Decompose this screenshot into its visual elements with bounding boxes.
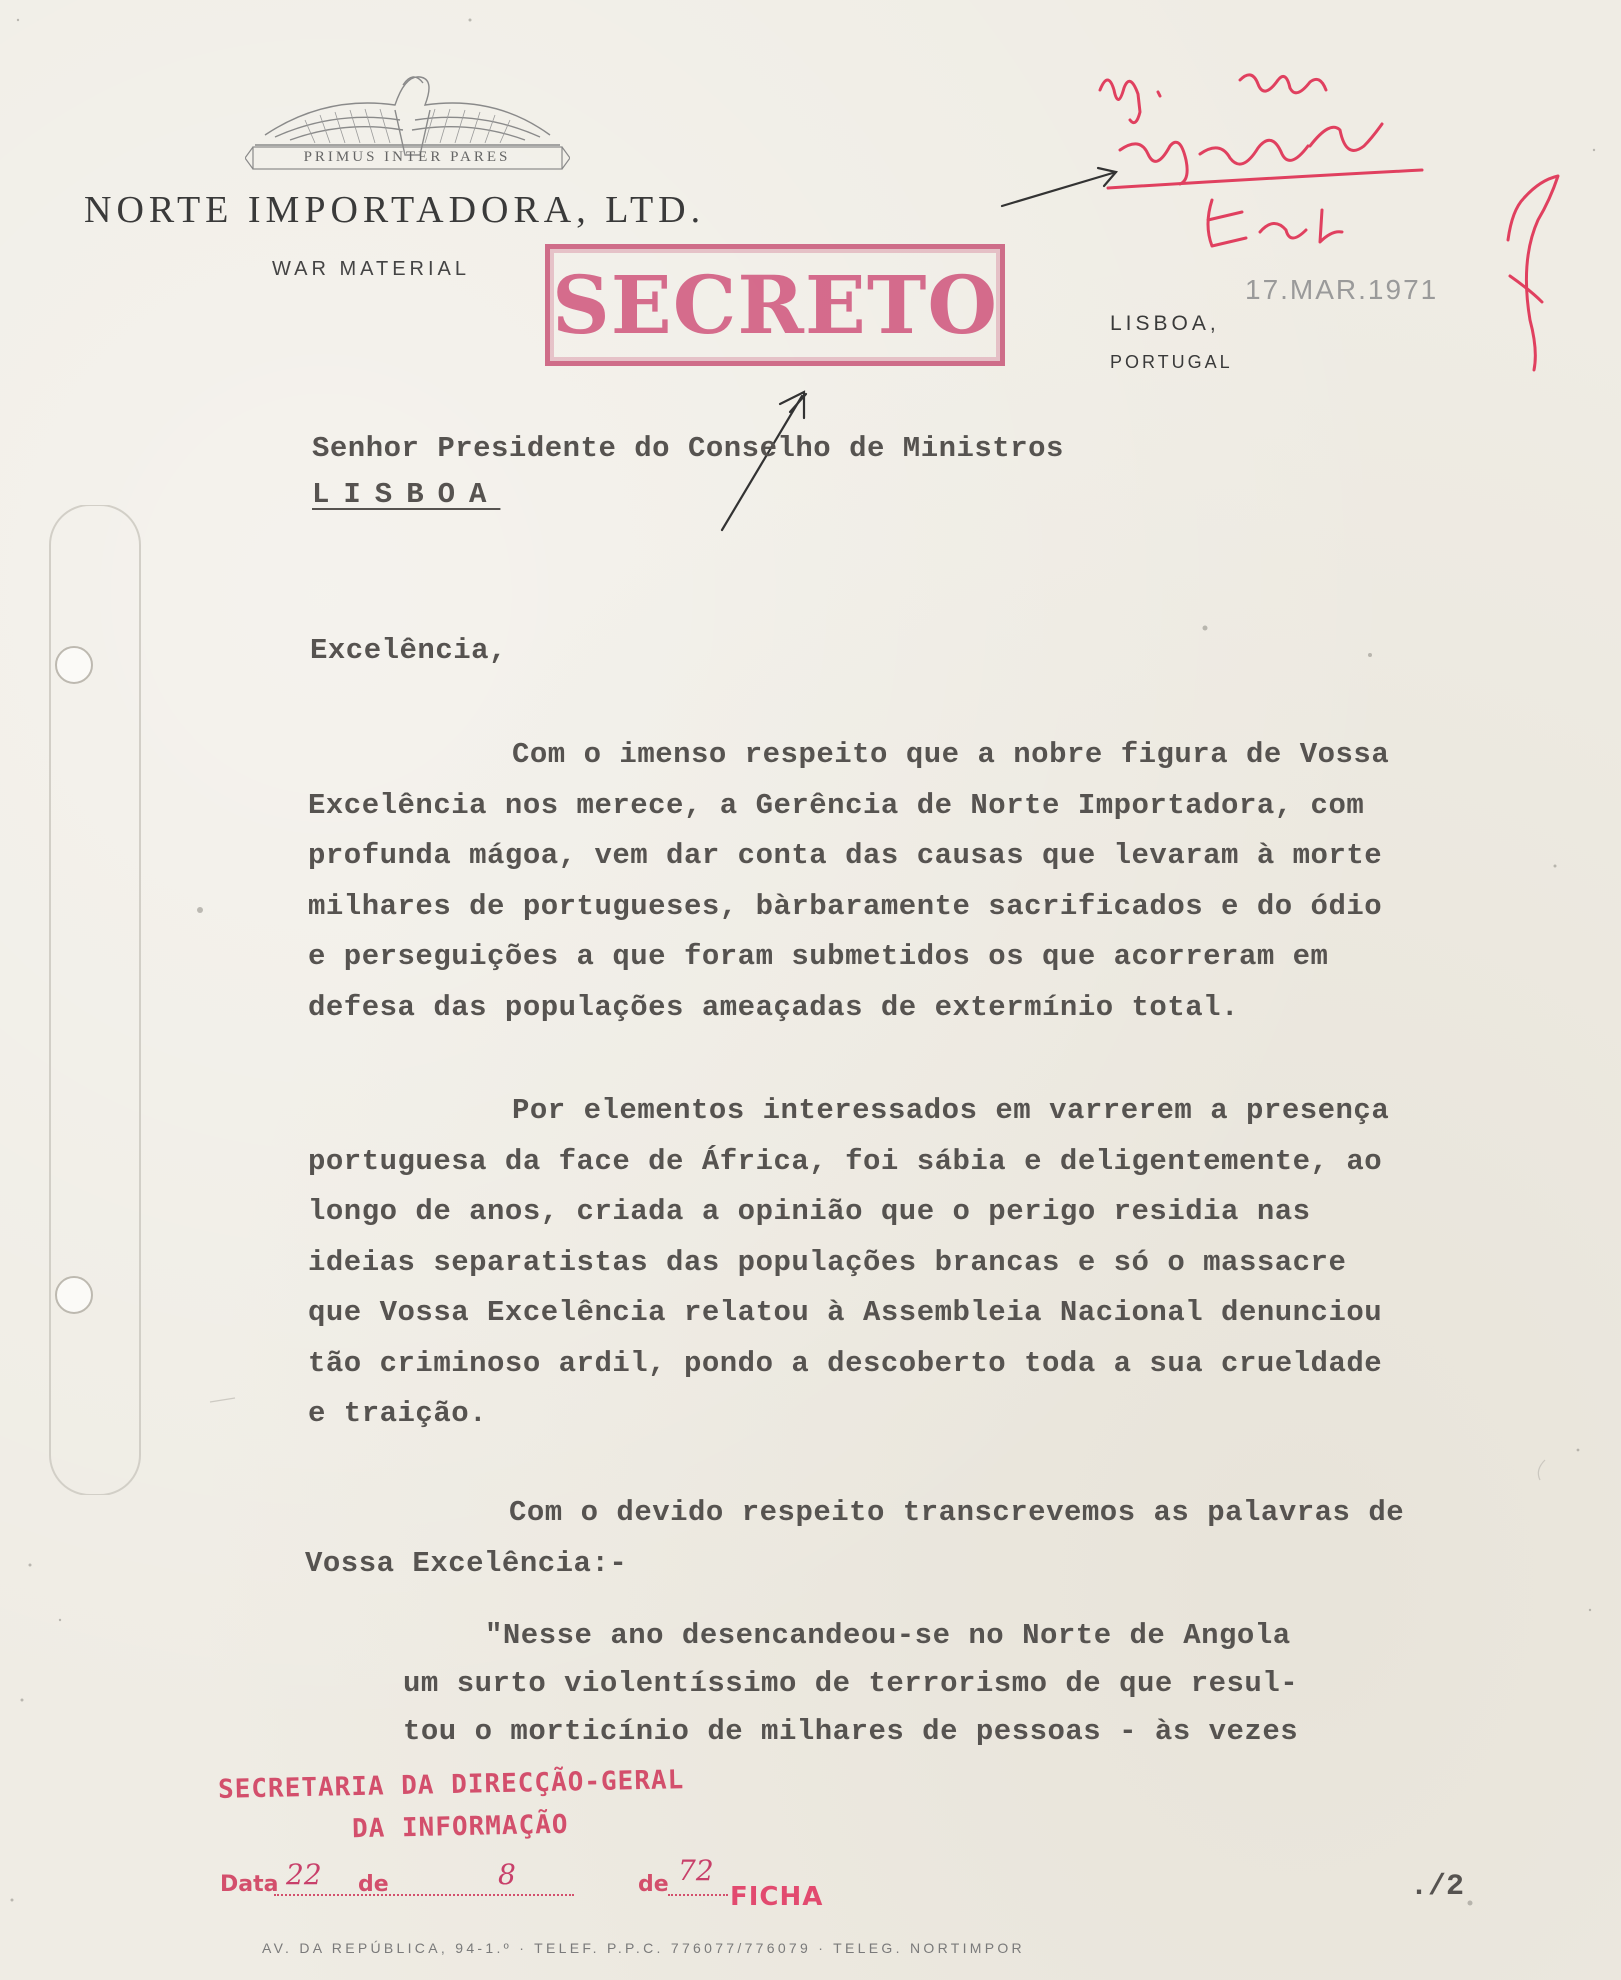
department-stamp-line2: DA INFORMAÇÃO <box>351 1809 569 1845</box>
addressee-city: LISBOA <box>312 478 501 511</box>
paragraph-line: Excelência nos merece, a Gerência de Norte Importadora, com <box>308 788 1365 822</box>
letterhead-country: PORTUGAL <box>1110 352 1233 372</box>
paragraph-line: portuguesa da face de África, foi sábia e deligentemente, ao <box>308 1144 1383 1178</box>
letterhead-city: LISBOA, <box>1110 312 1220 335</box>
binder-strip <box>42 505 152 1495</box>
secret-classification-stamp: SECRETO <box>545 244 1005 366</box>
ficha-stamp: FICHA <box>730 1882 824 1912</box>
quotation <box>403 1612 1298 1756</box>
paragraph-line: Por elementos interessados em varrerem a presença <box>512 1094 1390 1127</box>
paragraph-line: tão criminoso ardil, pondo a descoberto toda a sua crueldade <box>308 1346 1383 1380</box>
punch-hole-top <box>56 647 92 683</box>
company-subtitle: WAR MATERIAL <box>272 258 471 280</box>
letterhead-footer-address: AV. DA REPÚBLICA, 94-1.º · TELEF. P.P.C. 776077/776079 · TELEG. NORTIMPOR <box>262 1940 1025 1956</box>
paragraph-line: milhares de portugueses, bàrbaramente sacrificados e do ódio <box>308 889 1383 923</box>
paragraph-line: longo de anos, criada a opinião que o perigo residia nas <box>308 1195 1311 1228</box>
handwritten-annotation <box>990 50 1610 390</box>
paragraph-1 <box>308 730 1389 1033</box>
paragraph-line: defesa das populações ameaçadas de extermínio total. <box>308 990 1239 1024</box>
quotation-line: tou o morticínio de milhares de pessoas - às vezes <box>403 1715 1299 1748</box>
paragraph-line: ideias separatistas das populações brancas e só o massacre <box>308 1245 1347 1279</box>
paragraph-line: Vossa Excelência:- <box>305 1546 628 1580</box>
paragraph-line: e traição. <box>308 1397 488 1430</box>
addressee: Senhor Presidente do Conselho de Ministros <box>312 432 1064 465</box>
paragraph-line: Com o devido respeito transcrevemos as palavras de <box>509 1496 1405 1529</box>
paragraph-line: profunda mágoa, vem dar conta das causas que levaram à morte <box>308 839 1383 872</box>
quotation-line: "Nesse ano desencandeou-se no Norte de Angola <box>485 1619 1291 1652</box>
paragraph-3 <box>305 1488 1404 1589</box>
stamp-date-month: 8 <box>498 1858 516 1891</box>
punch-hole-bottom <box>56 1277 92 1313</box>
quotation-line: um surto violentíssimo de terrorismo de que resul- <box>403 1667 1299 1700</box>
company-name: NORTE IMPORTADORA, LTD. <box>84 189 706 231</box>
paragraph-line: e perseguições a que foram submetidos os que acorreram em <box>308 940 1329 973</box>
stamp-date-de-1: de <box>358 1872 389 1897</box>
received-date-stamp: 17.MAR.1971 <box>1245 274 1439 305</box>
letterhead-motto: PRIMUS INTER PARES <box>303 149 511 165</box>
paragraph-line: Com o imenso respeito que a nobre figura de Vossa <box>512 738 1390 771</box>
department-stamp-line1: SECRETARIA DA DIRECÇÃO-GERAL <box>217 1765 685 1805</box>
page-continuation-marker: ./2 <box>1410 1870 1465 1904</box>
paragraph-line: que Vossa Excelência relatou à Assembleia Nacional denunciou <box>308 1296 1383 1329</box>
dotted-line <box>274 1894 574 1896</box>
stamp-date-label: Data <box>220 1872 279 1897</box>
stamp-date-line <box>220 1854 740 1902</box>
dotted-line <box>668 1894 728 1896</box>
stamp-date-year: 72 <box>678 1854 714 1887</box>
stamp-date-day: 22 <box>286 1858 322 1891</box>
paragraph-2 <box>308 1086 1389 1440</box>
salutation: Excelência, <box>310 634 507 667</box>
stamp-date-de-2: de <box>638 1872 669 1897</box>
